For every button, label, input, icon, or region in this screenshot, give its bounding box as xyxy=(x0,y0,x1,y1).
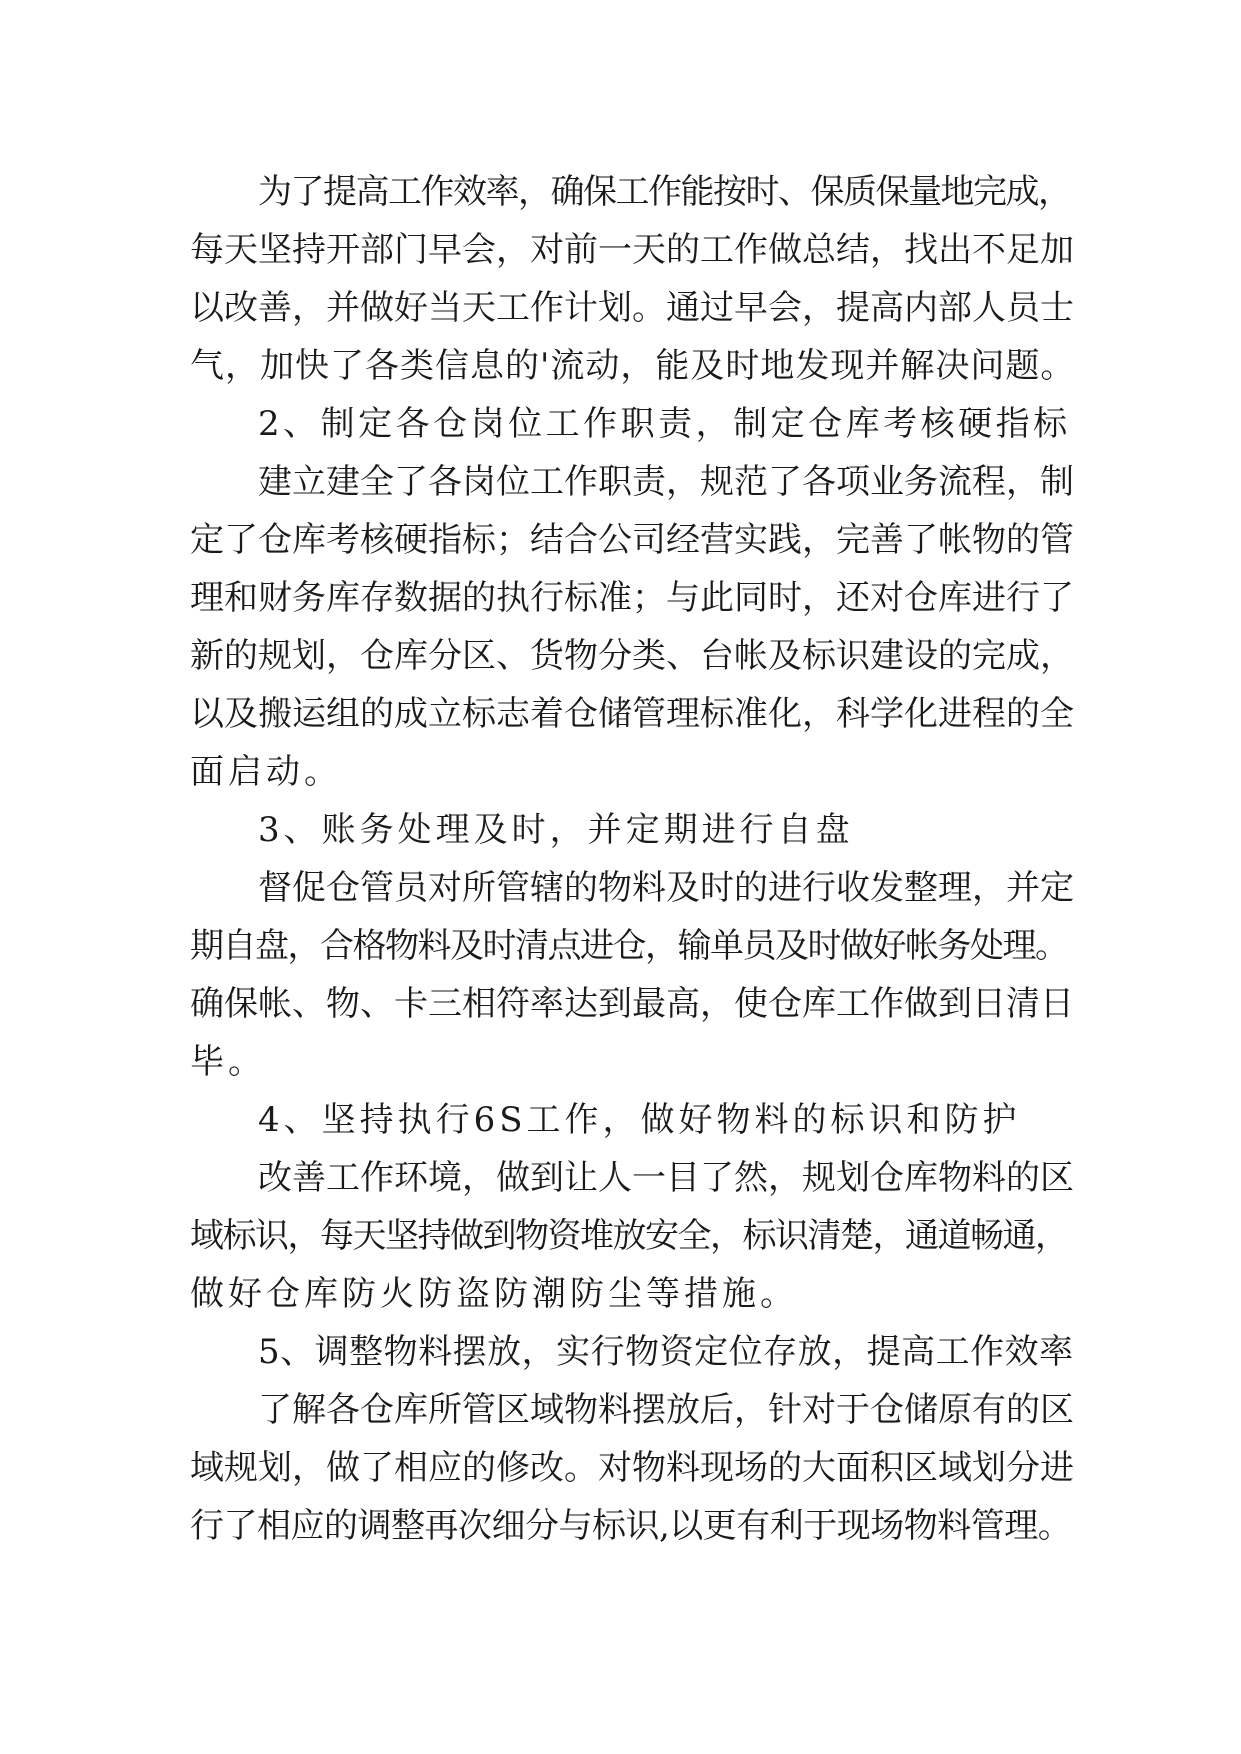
section-heading: 4、坚持执行6S工作，做好物料的标识和防护 xyxy=(258,1100,1021,1140)
paragraph-line: 毕。 xyxy=(190,1042,266,1082)
section-heading: 3、账务处理及时，并定期进行自盘 xyxy=(258,810,854,850)
paragraph-line: 行了相应的调整再次细分与标识,以更有利于现场物料管理。 xyxy=(190,1506,1072,1546)
paragraph-line: 定了仓库考核硬指标；结合公司经营实践，完善了帐物的管 xyxy=(190,520,1074,560)
paragraph-line: 以改善，并做好当天工作计划。通过早会，提高内部人员士 xyxy=(190,288,1074,328)
section-heading: 5、调整物料摆放，实行物资定位存放，提高工作效率 xyxy=(258,1332,1074,1372)
paragraph-line: 期自盘，合格物料及时清点进仓，输单员及时做好帐务处理。 xyxy=(190,926,1068,966)
paragraph-line: 确保帐、物、卡三相符率达到最高，使仓库工作做到日清日 xyxy=(190,984,1074,1024)
paragraph-line: 新的规划，仓库分区、货物分类、台帐及标识建设的完成， xyxy=(190,636,1074,676)
section-heading: 2、制定各仓岗位工作职责，制定仓库考核硬指标 xyxy=(258,404,1071,444)
paragraph-line: 理和财务库存数据的执行标准；与此同时，还对仓库进行了 xyxy=(190,578,1074,618)
paragraph-line: 每天坚持开部门早会，对前一天的工作做总结，找出不足加 xyxy=(190,230,1074,270)
paragraph-line: 气，加快了各类信息的'流动，能及时地发现并解决问题。 xyxy=(190,346,1076,386)
paragraph-line: 为了提高工作效率，确保工作能按时、保质保量地完成， xyxy=(258,172,1071,212)
paragraph-line: 改善工作环境，做到让人一目了然，规划仓库物料的区 xyxy=(258,1158,1074,1198)
paragraph-line: 了解各仓库所管区域物料摆放后，针对于仓储原有的区 xyxy=(258,1390,1074,1430)
paragraph-line: 域规划，做了相应的修改。对物料现场的大面积区域划分进 xyxy=(190,1448,1074,1488)
paragraph-line: 域标识，每天坚持做到物资堆放安全，标识清楚，通道畅通， xyxy=(190,1216,1068,1256)
paragraph-line: 建立建全了各岗位工作职责，规范了各项业务流程，制 xyxy=(258,462,1074,502)
paragraph-line: 面启动。 xyxy=(190,752,342,792)
paragraph-line: 做好仓库防火防盗防潮防尘等措施。 xyxy=(190,1274,798,1314)
paragraph-line: 以及搬运组的成立标志着仓储管理标准化，科学化进程的全 xyxy=(190,694,1074,734)
paragraph-line: 督促仓管员对所管辖的物料及时的进行收发整理，并定 xyxy=(258,868,1074,908)
